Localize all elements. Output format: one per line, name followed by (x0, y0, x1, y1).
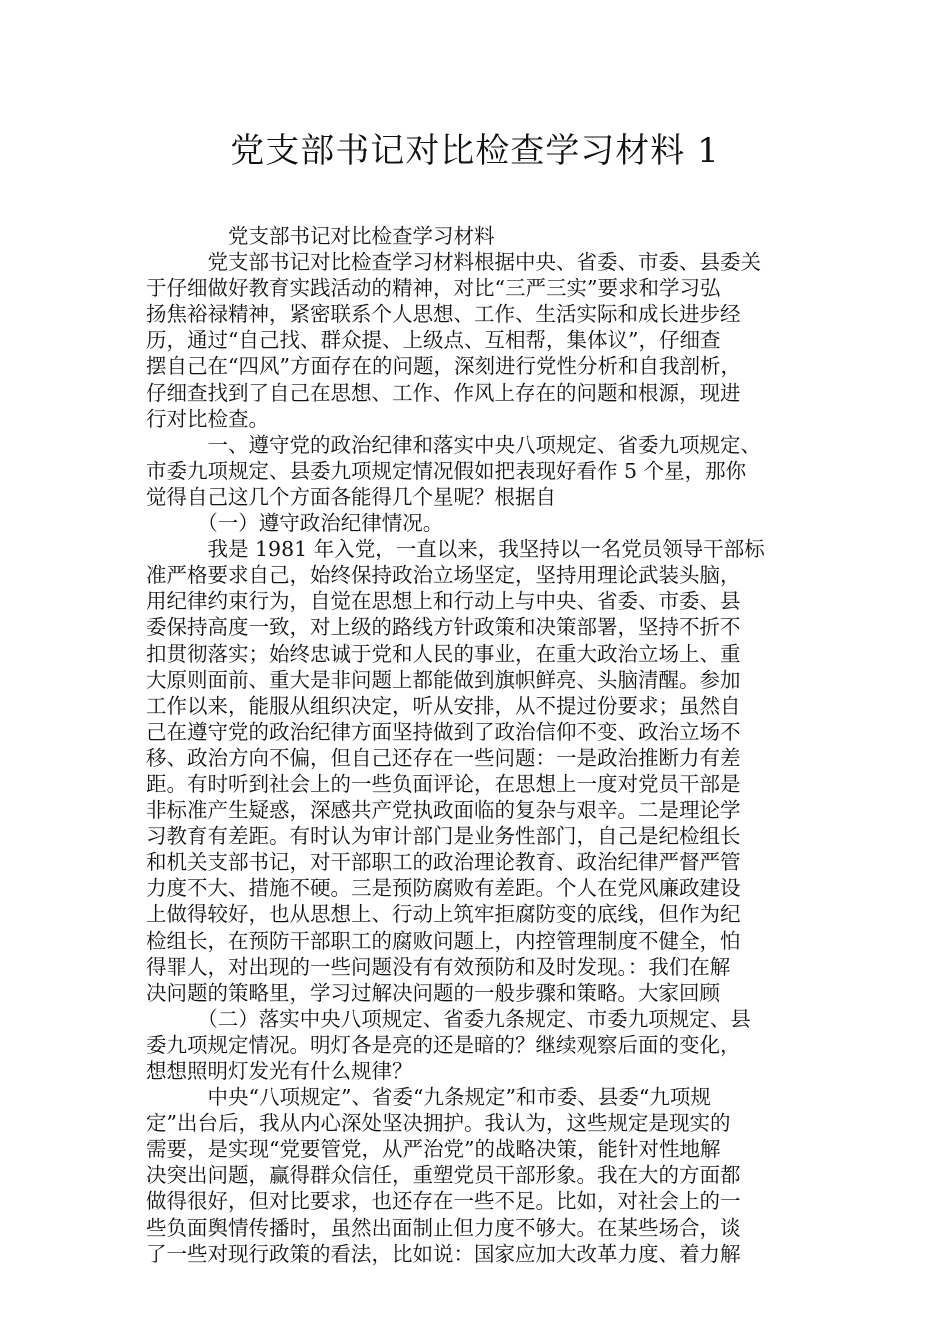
body-line: 距。有时听到社会上的一些负面评论，在思想上一度对党员干部是 (146, 771, 741, 796)
body-line: 习教育有差距。有时认为审计部门是业务性部门，自己是纪检组长 (146, 824, 741, 849)
body-line: 做得很好，但对比要求，也还存在一些不足。比如，对社会上的一 (146, 1189, 741, 1214)
body-line: 移、政治方向不偏，但自己还存在一些问题：一是政治推断力有差 (146, 745, 741, 770)
body-line: 大原则面前、重大是非问题上都能做到旗帜鲜亮、头脑清醒。参加 (146, 667, 741, 692)
body-line: 准严格要求自己，始终保持政治立场坚定，坚持用理论武装头脑， (146, 563, 741, 588)
body-line: 中央“八项规定”、省委“九条规定”和市委、县委“九项规 (146, 1085, 711, 1110)
body-line: 想想照明灯发光有什么规律？ (146, 1059, 413, 1083)
body-line: 非标准产生疑惑，深感共产党执政面临的复杂与艰辛。二是理论学 (146, 798, 741, 823)
body-line: 于仔细做好教育实践活动的精神，对比“三严三实”要求和学习弘 (146, 276, 721, 301)
body-line: 委九项规定情况。明灯各是亮的还是暗的？继续观察后面的变化， (146, 1032, 741, 1057)
body-line: 决突出问题，赢得群众信任，重塑党员干部形象。我在大的方面都 (146, 1163, 741, 1188)
body-line: （一）遵守政治纪律情况。 (146, 511, 444, 536)
body-line: 扬焦裕禄精神，紧密联系个人思想、工作、生活实际和成长进步经 (146, 302, 741, 327)
document-body (146, 223, 816, 1267)
body-line: 扣贯彻落实；始终忠诚于党和人民的事业，在重大政治立场上、重 (146, 641, 741, 666)
body-line: 工作以来，能服从组织决定，听从安排，从不提过份要求；虽然自 (146, 693, 741, 718)
body-line: 我是 1981 年入党，一直以来，我坚持以一名党员领导干部标 (146, 537, 765, 562)
body-line: 上做得较好，也从思想上、行动上筑牢拒腐防变的底线，但作为纪 (146, 902, 741, 927)
body-line: 行对比检查。 (146, 406, 269, 431)
body-line: 党支部书记对比检查学习材料根据中央、省委、市委、县委关 (146, 250, 761, 275)
document-title: 党支部书记对比检查学习材料 1 (230, 131, 720, 171)
body-line: 检组长，在预防干部职工的腐败问题上，内控管理制度不健全，怕 (146, 928, 741, 953)
body-line: 历，通过“自己找、群众提、上级点、互相帮，集体议”，仔细查 (146, 328, 721, 353)
body-line: 觉得自己这几个方面各能得几个星呢？根据自 (146, 484, 556, 509)
body-line: 一、遵守党的政治纪律和落实中央八项规定、省委九项规定、 (146, 432, 761, 457)
body-line: 仔细查找到了自己在思想、工作、作风上存在的问题和根源，现进 (146, 380, 741, 405)
body-line: 了一些对现行政策的看法，比如说：国家应加大改革力度、着力解 (146, 1241, 741, 1266)
body-line: 己在遵守党的政治纪律方面坚持做到了政治信仰不变、政治立场不 (146, 719, 741, 744)
body-line: 市委九项规定、县委九项规定情况假如把表现好看作 5 个星，那你 (146, 458, 747, 483)
body-line: 摆自己在“四风”方面存在的问题，深刻进行党性分析和自我剖析， (146, 354, 741, 379)
body-line: 些负面舆情传播时，虽然出面制止但力度不够大。在某些场合，谈 (146, 1215, 741, 1240)
body-line: 决问题的策略里，学习过解决问题的一般步骤和策略。大家回顾 (146, 980, 720, 1005)
body-line: 用纪律约束行为，自觉在思想上和行动上与中央、省委、市委、县 (146, 589, 741, 614)
body-line: 和机关支部书记，对干部职工的政治理论教育、政治纪律严督严管 (146, 850, 741, 875)
body-line: （二）落实中央八项规定、省委九条规定、市委九项规定、县 (146, 1006, 751, 1031)
body-line: 需要，是实现“党要管党，从严治党”的战略决策，能针对性地解 (146, 1137, 721, 1162)
body-line: 定”出台后，我从内心深处坚决拥护。我认为，这些规定是现实的 (146, 1111, 731, 1136)
body-line: 得罪人，对出现的一些问题没有有效预防和及时发现。：我们在解 (146, 954, 731, 979)
body-line: 委保持高度一致，对上级的路线方针政策和决策部署，坚持不折不 (146, 615, 741, 640)
body-line: 党支部书记对比检查学习材料 (146, 224, 495, 248)
body-line: 力度不大、措施不硬。三是预防腐败有差距。个人在党风廉政建设 (146, 876, 741, 901)
